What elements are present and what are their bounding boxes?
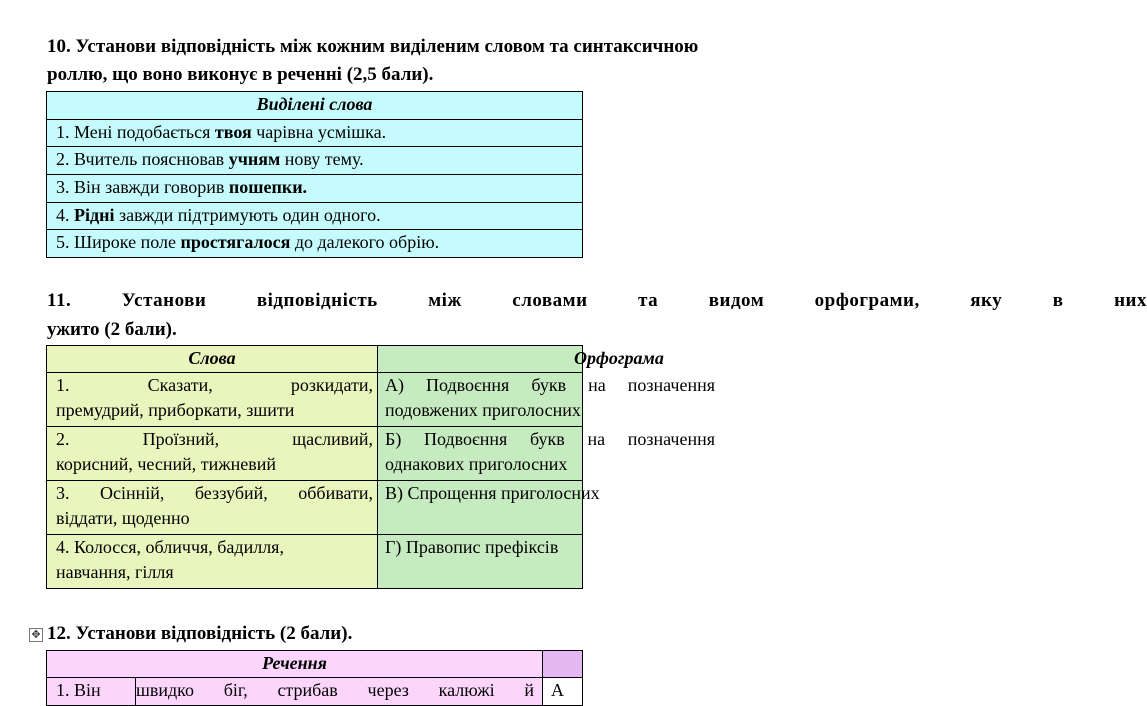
- q12-col2-header: [543, 651, 583, 678]
- q12-heading: 12. Установи відповідність (2 бали).: [47, 623, 353, 644]
- q12-table: [46, 650, 583, 706]
- q10-row-1: 1. Мені подобається твоя чарівна усмішка.: [47, 120, 583, 147]
- q12-row1-text: швидко біг, стрибав через калюжі й: [136, 678, 543, 706]
- q12-col1-header: Речення: [47, 651, 543, 678]
- q11-words-3: 3. Осінній, беззубий, оббивати, віддати, щоденно: [47, 481, 378, 535]
- q11-orth-a: А) Подвоєння букв на позначення подовжених приголосних: [378, 373, 583, 427]
- q11-orth-b: Б) Подвоєння букв на позначення однакових приголосних: [378, 427, 583, 481]
- q11-orth-d: Г) Правопис префіксів: [378, 535, 583, 589]
- q12-row1-num: 1. Він: [47, 678, 136, 706]
- q11-col1-header: Слова: [47, 346, 378, 373]
- q10-table: [46, 91, 583, 258]
- q11-words-4: 4. Колосся, обличчя, бадилля, навчання, гілля: [47, 535, 378, 589]
- move-anchor-icon[interactable]: ✥: [29, 628, 43, 642]
- q11-table: [46, 345, 715, 589]
- q10-heading-line1: 10. Установи відповідність між кожним виділеним словом та синтаксичною: [47, 36, 699, 57]
- q10-row-3: 3. Він завжди говорив пошепки.: [47, 175, 583, 203]
- q10-col-header: Виділені слова: [47, 92, 583, 120]
- q11-heading-line2: ужито (2 бали).: [47, 319, 177, 340]
- q11-words-2: 2. Проїзний, щасливий, корисний, чесний, тижневий: [47, 427, 378, 481]
- q11-heading-line1: 11. Установи відповідність між словами та видом орфограми, яку в них: [47, 290, 1147, 311]
- q11-col2-header: Орфограма: [378, 346, 583, 373]
- q10-row-4: 4. Рідні завжди підтримують один одного.: [47, 203, 583, 230]
- q11-orth-c: В) Спрощення приголосних: [378, 481, 583, 535]
- q12-row1-answer: А: [543, 678, 583, 706]
- q10-row-5: 5. Широке поле простягалося до далекого обрію.: [47, 230, 583, 258]
- q10-heading-line2: роллю, що воно виконує в реченні (2,5 бали).: [47, 64, 434, 85]
- q11-words-1: 1. Сказати, розкидати, премудрий, приборкати, зшити: [47, 373, 378, 427]
- q10-row-2: 2. Вчитель пояснював учням нову тему.: [47, 147, 583, 175]
